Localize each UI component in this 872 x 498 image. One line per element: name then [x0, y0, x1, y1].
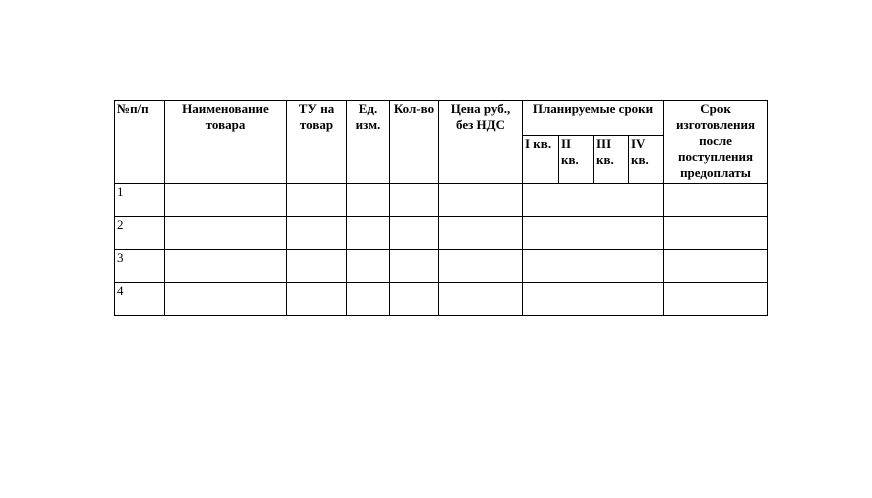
table-header	[115, 101, 768, 184]
header-unit: Ед. изм.	[347, 101, 390, 184]
cell-qty[interactable]	[390, 184, 439, 217]
table-row	[115, 184, 768, 217]
row-number: 3	[115, 250, 165, 283]
table-row	[115, 283, 768, 316]
cell-price[interactable]	[439, 217, 523, 250]
cell-planned[interactable]	[523, 184, 664, 217]
cell-name[interactable]	[165, 283, 287, 316]
cell-spec[interactable]	[287, 217, 347, 250]
header-q4: IV кв.	[629, 136, 664, 184]
cell-price[interactable]	[439, 250, 523, 283]
cell-qty[interactable]	[390, 283, 439, 316]
cell-planned[interactable]	[523, 283, 664, 316]
cell-unit[interactable]	[347, 250, 390, 283]
cell-deadline[interactable]	[664, 283, 768, 316]
cell-unit[interactable]	[347, 217, 390, 250]
header-number: №п/п	[115, 101, 165, 184]
row-number: 4	[115, 283, 165, 316]
cell-price[interactable]	[439, 283, 523, 316]
header-name: Наименование товара	[165, 101, 287, 184]
header-q1: I кв.	[523, 136, 559, 184]
cell-unit[interactable]	[347, 283, 390, 316]
order-table	[114, 100, 768, 316]
cell-spec[interactable]	[287, 250, 347, 283]
row-number: 2	[115, 217, 165, 250]
header-q3: III кв.	[594, 136, 629, 184]
cell-spec[interactable]	[287, 184, 347, 217]
header-deadline: Срок изготовления после поступления предоплаты	[664, 101, 768, 184]
header-qty: Кол-во	[390, 101, 439, 184]
table-row	[115, 217, 768, 250]
table-body	[115, 184, 768, 316]
header-price: Цена руб., без НДС	[439, 101, 523, 184]
cell-unit[interactable]	[347, 184, 390, 217]
cell-price[interactable]	[439, 184, 523, 217]
cell-name[interactable]	[165, 250, 287, 283]
cell-planned[interactable]	[523, 217, 664, 250]
cell-deadline[interactable]	[664, 217, 768, 250]
table-row	[115, 250, 768, 283]
cell-qty[interactable]	[390, 250, 439, 283]
cell-name[interactable]	[165, 184, 287, 217]
cell-qty[interactable]	[390, 217, 439, 250]
header-planned: Планируемые сроки	[523, 101, 664, 136]
cell-name[interactable]	[165, 217, 287, 250]
cell-deadline[interactable]	[664, 250, 768, 283]
row-number: 1	[115, 184, 165, 217]
cell-spec[interactable]	[287, 283, 347, 316]
header-q2: II кв.	[559, 136, 594, 184]
cell-planned[interactable]	[523, 250, 664, 283]
header-spec: ТУ на товар	[287, 101, 347, 184]
cell-deadline[interactable]	[664, 184, 768, 217]
